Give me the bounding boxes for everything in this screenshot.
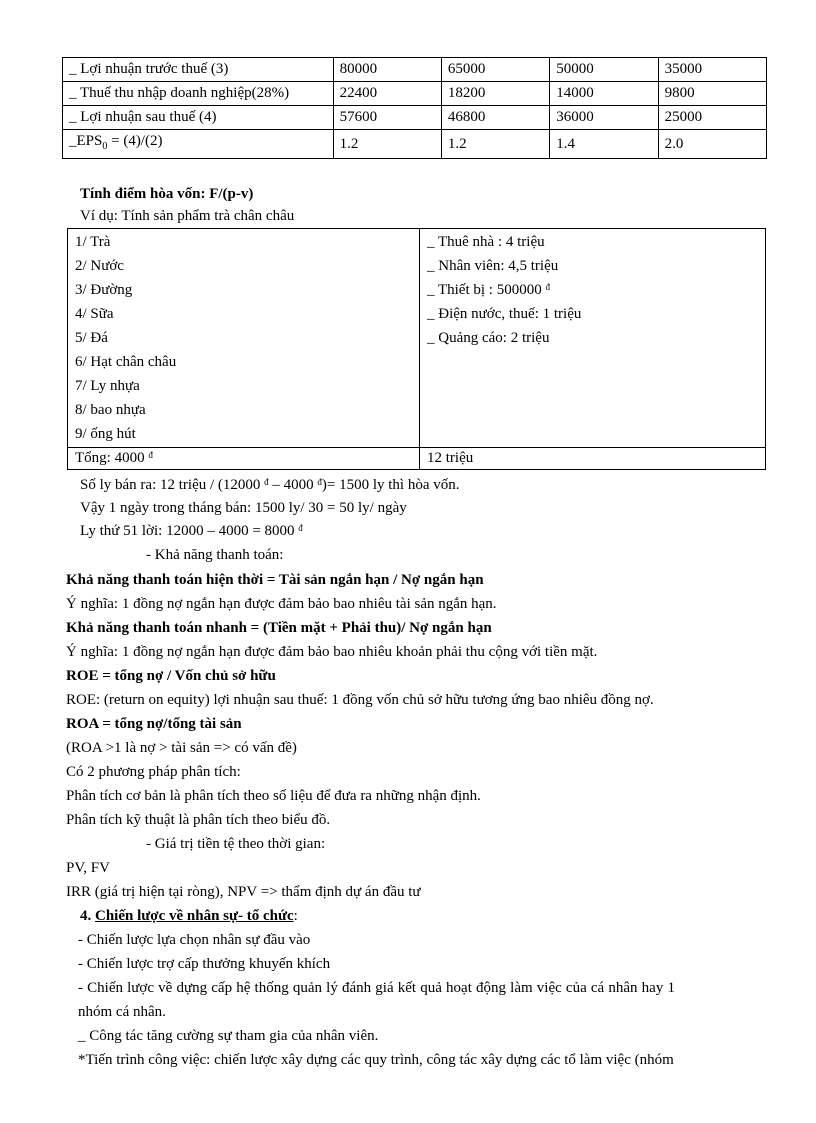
table-cell: 9800: [658, 82, 766, 106]
list-item: [427, 278, 758, 302]
list-item: - Chiến lược về dựng cấp hệ thống quản lý đánh giá kết quả hoạt động làm việc của cá nhân hay 1: [78, 980, 675, 996]
pv-fv: PV, FV: [66, 860, 110, 876]
financial-table: [62, 57, 767, 159]
fixed-cost-cell: [420, 229, 766, 448]
calc-line-2: Vậy 1 ngày trong tháng bán: 1500 ly/ 30 = 50 ly/ ngày: [80, 500, 407, 516]
analysis-intro: Có 2 phương pháp phân tích:: [66, 764, 241, 780]
breakeven-example: Ví dụ: Tính sản phẩm trà chân châu: [80, 208, 295, 224]
list-item: 2/ Nước: [75, 258, 124, 274]
list-item: _ Thuê nhà : 4 triệu: [427, 234, 545, 250]
hr-heading: [80, 905, 298, 927]
fundamental-analysis: Phân tích cơ bản là phân tích theo số liệu để đưa ra những nhận định.: [66, 788, 481, 804]
calc-line-3: [80, 520, 303, 542]
calc-text: Ly thứ 51 lời: 12000 – 4000 = 8000: [80, 523, 295, 539]
table-cell: 80000: [333, 58, 441, 82]
list-item: - Chiến lược trợ cấp thưởng khuyến khích: [78, 956, 331, 972]
currency-sup: đ: [545, 282, 550, 292]
table-cell: 46800: [441, 106, 549, 130]
eps-label: _EPS: [69, 133, 103, 149]
quick-ratio-formula: Khả năng thanh toán nhanh = (Tiền mặt + Phải thu)/ Nợ ngắn hạn: [66, 620, 492, 636]
table-cell: 1.4: [550, 130, 658, 159]
list-item: 7/ Ly nhựa: [75, 378, 140, 394]
roa-note: (ROA >1 là nợ > tài sản => có vấn đề): [66, 740, 297, 756]
table-cell: 18200: [441, 82, 549, 106]
table-row: [68, 229, 766, 448]
variable-cost-cell: [68, 229, 420, 448]
tvm-heading: - Giá trị tiền tệ theo thời gian:: [146, 836, 326, 852]
list-item: 9/ ống hút: [75, 426, 136, 442]
list-item: - Chiến lược lựa chọn nhân sự đầu vào: [78, 932, 311, 948]
currency-sup: đ: [148, 450, 153, 460]
roa-formula: ROA = tổng nợ/tổng tài sản: [66, 716, 242, 732]
row-label: _ Lợi nhuận sau thuế (4): [63, 106, 334, 130]
table-cell: 14000: [550, 82, 658, 106]
table-cell: 50000: [550, 58, 658, 82]
breakeven-heading: Tính điểm hòa vốn: F/(p-v): [80, 186, 254, 202]
current-ratio-meaning: Ý nghĩa: 1 đồng nợ ngắn hạn được đảm bảo bao nhiêu tài sản ngắn hạn.: [66, 596, 497, 612]
eps-subscript: 0: [102, 141, 108, 152]
technical-analysis: Phân tích kỹ thuật là phân tích theo biểu đồ.: [66, 812, 331, 828]
liquidity-subheading: - Khả năng thanh toán:: [146, 547, 284, 563]
currency-sup: đ: [264, 477, 269, 487]
table-row: [68, 448, 766, 470]
roe-formula: ROE = tổng nợ / Vốn chủ sở hữu: [66, 668, 276, 684]
calc-text: )= 1500 ly thì hòa vốn.: [321, 477, 460, 493]
total-right-cell: 12 triệu: [420, 448, 766, 470]
breakeven-table: [67, 228, 766, 470]
table-cell: 2.0: [658, 130, 766, 159]
table-cell: 1.2: [441, 130, 549, 159]
calc-text: – 4000: [268, 477, 314, 493]
list-item: 1/ Trà: [75, 234, 111, 250]
table-row: [63, 82, 767, 106]
list-item: _ Nhân viên: 4,5 triệu: [427, 258, 559, 274]
eps-formula: = (4)/(2): [107, 133, 163, 149]
hr-heading-colon: :: [293, 908, 298, 924]
currency-sup: đ: [298, 523, 303, 533]
irr-npv: IRR (giá trị hiện tại ròng), NPV => thẩm định dự án đầu tư: [66, 884, 421, 900]
list-item: 4/ Sữa: [75, 306, 114, 322]
hr-heading-text: Chiến lược về nhân sự- tổ chức: [95, 908, 294, 924]
table-row: [63, 106, 767, 130]
total-left-cell: [68, 448, 420, 470]
list-item: 6/ Hạt chân châu: [75, 354, 177, 370]
list-item: _ Công tác tăng cường sự tham gia của nhân viên.: [78, 1028, 379, 1044]
current-ratio-formula: Khả năng thanh toán hiện thời = Tài sản ngắn hạn / Nợ ngắn hạn: [66, 572, 484, 588]
currency-sup: đ: [317, 477, 322, 487]
list-item-text: _ Thiết bị : 500000: [427, 282, 542, 298]
table-cell: 25000: [658, 106, 766, 130]
list-item: _ Quảng cáo: 2 triệu: [427, 330, 550, 346]
calc-line-1: [80, 474, 460, 496]
list-item: nhóm cá nhân.: [78, 1004, 166, 1020]
table-cell: 22400: [333, 82, 441, 106]
table-cell: 57600: [333, 106, 441, 130]
table-cell: 36000: [550, 106, 658, 130]
list-item: 5/ Đá: [75, 330, 108, 346]
list-item: *Tiến trình công việc: chiến lược xây dựng các quy trình, công tác xây dựng các tổ làm việc (nhóm: [78, 1052, 674, 1068]
calc-text: Số ly bán ra: 12 triệu / (12000: [80, 477, 261, 493]
table-cell: 65000: [441, 58, 549, 82]
table-cell: 35000: [658, 58, 766, 82]
list-item: _ Điện nước, thuế: 1 triệu: [427, 306, 582, 322]
table-row: [63, 130, 767, 159]
total-left: Tổng: 4000: [75, 450, 145, 466]
table-row: [63, 58, 767, 82]
row-label: _ Thuế thu nhập doanh nghiệp(28%): [63, 82, 334, 106]
list-item: 8/ bao nhựa: [75, 402, 146, 418]
quick-ratio-meaning: Ý nghĩa: 1 đồng nợ ngắn hạn được đảm bảo bao nhiêu khoản phải thu cộng với tiền mặt.: [66, 644, 598, 660]
table-cell: 1.2: [333, 130, 441, 159]
row-label: [63, 130, 334, 159]
list-item: 3/ Đường: [75, 282, 133, 298]
roe-meaning: ROE: (return on equity) lợi nhuận sau thuế: 1 đồng vốn chủ sở hữu tương ứng bao nhiêu đồng nợ.: [66, 692, 654, 708]
hr-heading-number: 4.: [80, 908, 95, 924]
row-label: _ Lợi nhuận trước thuế (3): [63, 58, 334, 82]
